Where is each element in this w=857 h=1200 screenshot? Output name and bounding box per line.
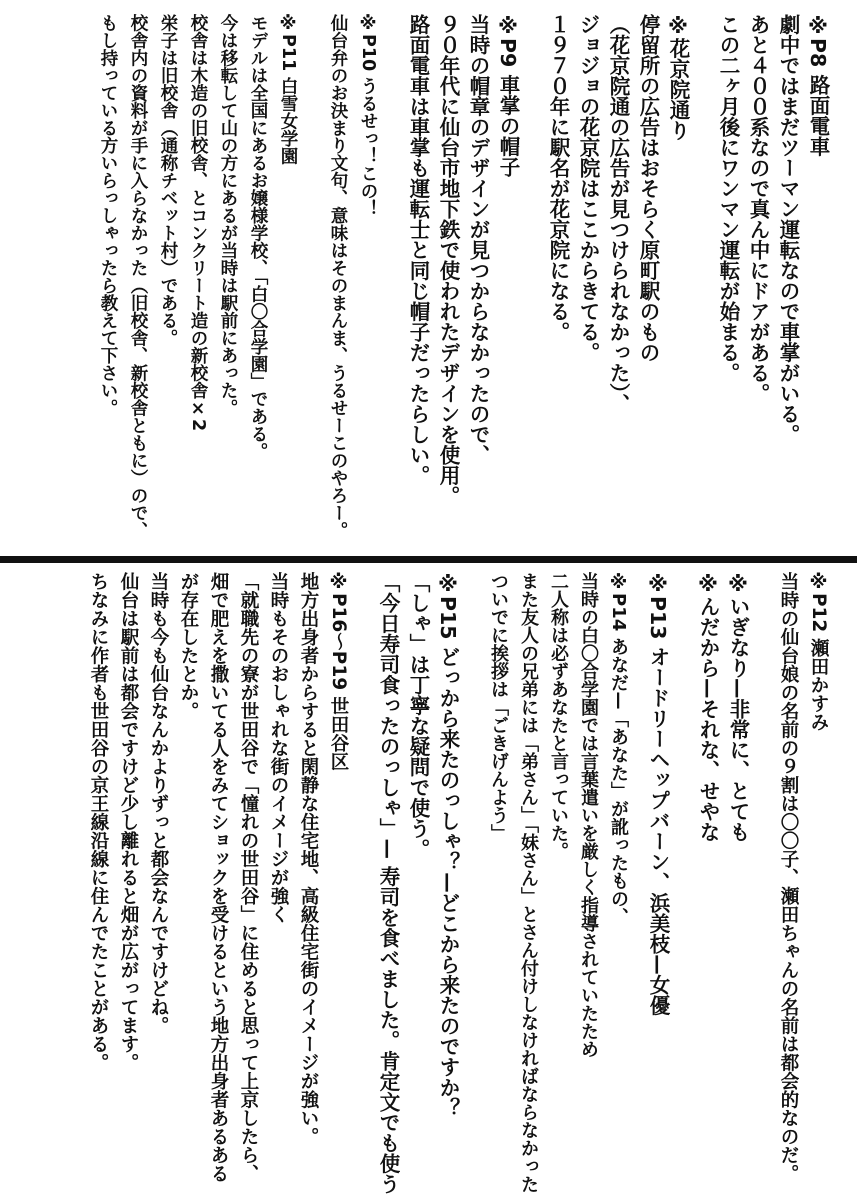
note-line: 停留所の広告はおそらく原町駅のもの xyxy=(636,14,660,363)
section-divider xyxy=(0,556,857,563)
note-line: ちなみに作者も世田谷の京王線沿線に住んでたことがある。 xyxy=(88,572,109,1072)
note-line: 「就職先の寮が世田谷で「憧れの世田谷」に住めると思って上京したら、 xyxy=(238,572,259,1183)
note-line: 当時の仙台娘の名前の９割は〇〇子、瀬田ちゃんの名前は都会的なのだ。 xyxy=(778,572,799,1183)
note-line: ※いぎなり—非常に、とても xyxy=(726,572,750,842)
note-line: 路面電車は車掌も運転士と同じ帽子だったらしい。 xyxy=(406,14,430,486)
note-line: 校舎は木造の旧校舎、とコンクリート造の新校舎×2 xyxy=(188,14,208,432)
note-line: 栄子は旧校舎（通称チベット村）である。 xyxy=(158,14,178,347)
note-line: 仙台弁のお決まり文句、意味はそのまんま、うるせーこのやろー。 xyxy=(328,14,348,539)
note-line: 「今日寿司食ったのっしゃ」— 寿司を食べました。肯定文でも使う xyxy=(376,572,400,1195)
note-p13-actresses xyxy=(643,572,673,1016)
note-iginari-ndakara xyxy=(693,572,753,842)
note-line: 当時もそのおしゃれな街のイメージが強く xyxy=(268,572,289,924)
note-line: この二ヶ月後にワンマン運転が始まる。 xyxy=(716,14,740,383)
note-line: 校舎内の資料が手に入らなかった（旧校舎、新校舎ともに）ので、 xyxy=(128,14,148,539)
bottom-notes-section xyxy=(0,568,857,1200)
note-heading: ※P11 白雪女学園 xyxy=(278,14,298,165)
note-heading: ※P9 車掌の帽子 xyxy=(496,14,520,177)
note-line: ※んだから—それな、せやな xyxy=(696,572,720,842)
note-heading: ※P16〜P19 世田谷区 xyxy=(328,572,349,771)
note-heading: ※P15 どっから来たのっしゃ？—どこから来たのですか？ xyxy=(436,572,460,1119)
note-kakyoin-street xyxy=(543,14,693,414)
note-line: 二人称は必ずあなたと言っていた。 xyxy=(548,572,569,860)
note-line: 当時も今も仙台なんかよりずっと都会なんですけどね。 xyxy=(148,572,169,1035)
note-line: ９０年代に仙台市地下鉄で使われたデザインを使用。 xyxy=(436,14,460,506)
note-p16-setagaya xyxy=(83,572,353,1183)
note-heading: ※花京院通り xyxy=(666,14,690,141)
note-heading: ※P10 うるせっ！この！ xyxy=(358,14,378,218)
note-line: あと４００系なので真ん中にドアがある。 xyxy=(746,14,770,404)
note-p12-seta-kasumi xyxy=(773,572,833,1183)
note-line: また友人の兄弟には「弟さん」「妹さん」とさん付けしなければならなかった xyxy=(518,572,539,1193)
note-line: ジョジョの花京院はここからきてる。 xyxy=(576,14,600,363)
note-p10-urusse xyxy=(323,14,383,539)
note-line: 「しゃ」は丁寧な疑問で使う。 xyxy=(406,572,430,859)
note-p8-tram xyxy=(713,14,833,445)
note-line: 今は移転して山の方にあるが当時は駅前にあった。 xyxy=(218,14,238,417)
note-line: 劇中ではまだツーマン運転なので車掌がいる。 xyxy=(776,14,800,445)
note-p14-anada xyxy=(483,572,633,1193)
note-p11-shirayuki xyxy=(93,14,303,539)
note-line: 当時の白〇合学園では言葉遣いを厳しく指導されていたため xyxy=(578,572,599,1058)
note-line: 地方出身者からすると閑静な住宅地、高級住宅街のイメージが強い。 xyxy=(298,572,319,1146)
note-heading: ※P12 瀬田かすみ xyxy=(808,572,829,732)
note-heading: ※P8 路面電車 xyxy=(806,14,830,157)
note-line: 畑で肥えを撒いてる人をみてショックを受けるという地方出身者あるある xyxy=(208,572,229,1183)
note-line: １９７０年に駅名が花京院になる。 xyxy=(546,14,570,342)
note-heading: ※P13 オードリーヘップバーン、浜美枝—女優 xyxy=(646,572,670,1016)
note-line: ついでに挨拶は「ごきげんよう」 xyxy=(488,572,509,842)
note-line: モデルは全国にあるお嬢様学校、「白〇合学園」である。 xyxy=(248,14,268,461)
note-p9-conductor-hat xyxy=(403,14,523,506)
note-heading: ※P14 あなだ—「あなた」が訛ったもの、 xyxy=(608,572,629,926)
note-p15-dokkara xyxy=(373,572,463,1194)
note-line: が存在したとか。 xyxy=(178,572,199,720)
top-notes-section xyxy=(0,0,857,558)
note-line: （花京院通の広告が見つけられなかった）、 xyxy=(606,14,630,414)
note-line: もし持っている方いらっしゃったら教えて下さい。 xyxy=(98,14,118,417)
note-line: 当時の帽章のデザインが見つからなかったので、 xyxy=(466,14,490,465)
note-line: 仙台は駅前は都会ですけど少し離れると畑が広がってます。 xyxy=(118,572,139,1072)
